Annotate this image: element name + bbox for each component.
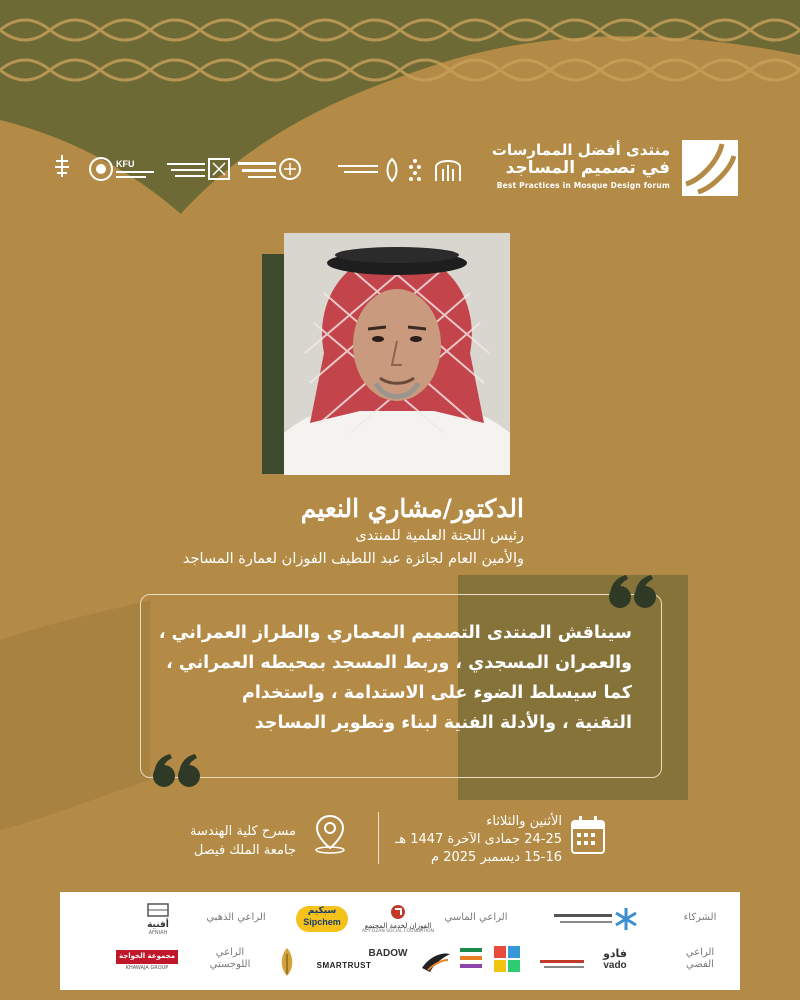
partner-associations-logo-icon — [550, 904, 640, 934]
venue-line2: جامعة الملك فيصل — [193, 843, 296, 858]
venue-line1: مسرح كلية الهندسة — [190, 824, 296, 839]
sipchem-name-ar: سبكيم — [307, 906, 337, 916]
close-quote-icon — [152, 752, 202, 792]
quote-line: كما سيسلط الضوء على الاستدامة ، واستخدام — [242, 683, 632, 703]
partners-label: الشركاء — [683, 912, 717, 923]
khawaja-name-en: KHAWAJA GROUP — [125, 964, 169, 971]
vado-name-ar: فادو — [603, 947, 627, 960]
heritage-logo-icon — [272, 944, 302, 982]
speaker-portrait — [284, 233, 510, 475]
quote-line: التقنية ، والأدلة الفنية لبناء وتطوير المساجد — [254, 713, 632, 733]
fouzan-social-logo-icon — [390, 904, 406, 920]
speaker-name: الدكتور/مشاري النعيم — [300, 494, 524, 523]
engineering-council-logo-icon — [538, 950, 586, 980]
diamond-sponsor-label: الراعي الماسي — [444, 912, 508, 923]
development-authority-logo-icon — [236, 155, 302, 187]
speaker-role-line1: رئيس اللجنة العلمية للمنتدى — [355, 528, 524, 544]
mosque-foundation-logo-icon — [456, 944, 486, 980]
sipchem-logo-icon — [296, 906, 348, 932]
colorful-partner-logo-icon — [492, 944, 522, 980]
design-studio-logo-icon — [165, 155, 231, 187]
forum-logo-icon — [682, 140, 738, 196]
event-hijri-date: 24-25 جمادى الآخرة 1447 هـ — [395, 832, 562, 847]
ahsa-logo-icon — [48, 155, 76, 187]
smartrust-name: SMARTRUST — [316, 961, 372, 970]
afniah-logo — [128, 902, 188, 936]
forum-title-en: Best Practices in Mosque Design forum — [496, 180, 670, 190]
quote-text — [158, 618, 632, 738]
sipchem-name: Sipchem — [303, 917, 341, 927]
cluster-logo-icon — [408, 155, 422, 187]
calendar-icon — [570, 815, 606, 855]
forum-title — [492, 142, 670, 190]
event-venue — [190, 822, 296, 860]
afniah-logo-icon — [146, 902, 170, 918]
logistic-sponsor-label: الراعي اللوجستي — [209, 947, 251, 970]
wing-logo-icon — [420, 946, 452, 978]
event-dates — [395, 813, 562, 867]
arch-logo-icon — [426, 155, 470, 187]
fouzan-social-name-en: AL FOZAN SOCIAL FOUNDATION — [362, 929, 434, 935]
vado-name: vado — [603, 960, 627, 972]
fouzan-social-logo — [360, 904, 436, 935]
fouzan-social-name: الفوزان لخدمة المجتمع — [364, 921, 432, 930]
quote-line: والعمران المسجدي ، وربط المسجد بمحيطه العمراني ، — [166, 653, 632, 673]
afniah-name: أفنية — [147, 919, 169, 930]
sipchem-logo — [292, 906, 352, 932]
speaker-role-line2: والأمين العام لجائزة عبد اللطيف الفوزان لعمارة المساجد — [182, 551, 524, 567]
gold-sponsor-label: الراعي الذهبي — [206, 912, 266, 923]
smartrust-logo — [312, 962, 376, 971]
event-days: الأثنين والثلاثاء — [486, 814, 562, 829]
vado-logo — [590, 948, 640, 971]
event-gregorian-date: 15-16 ديسمبر 2025 م — [431, 850, 562, 865]
location-pin-icon — [308, 812, 352, 856]
khawaja-name: مجموعة الخواجة — [116, 950, 178, 964]
kfu-logo-icon — [88, 155, 158, 187]
silver-sponsor-label: الراعي الفضي — [685, 947, 715, 970]
badow-name: BADOW — [368, 948, 408, 959]
sponsors-panel — [60, 892, 740, 990]
info-divider — [378, 812, 379, 864]
quote-line: سيناقش المنتدى التصميم المعماري والطراز العمراني ، — [158, 623, 632, 643]
afniah-name-en: AFNIAH — [148, 929, 168, 936]
fouzan-award-logo-icon — [336, 155, 402, 187]
speaker-photo-icon — [284, 233, 510, 475]
khawaja-logo — [116, 950, 178, 971]
open-quote-icon — [608, 573, 658, 613]
svg-text:KFU: KFU — [116, 159, 135, 169]
forum-title-line2: في تصميم المساجد — [505, 157, 670, 178]
forum-title-line1: منتدى أفضل الممارسات — [491, 141, 670, 159]
badow-logo — [362, 948, 414, 959]
